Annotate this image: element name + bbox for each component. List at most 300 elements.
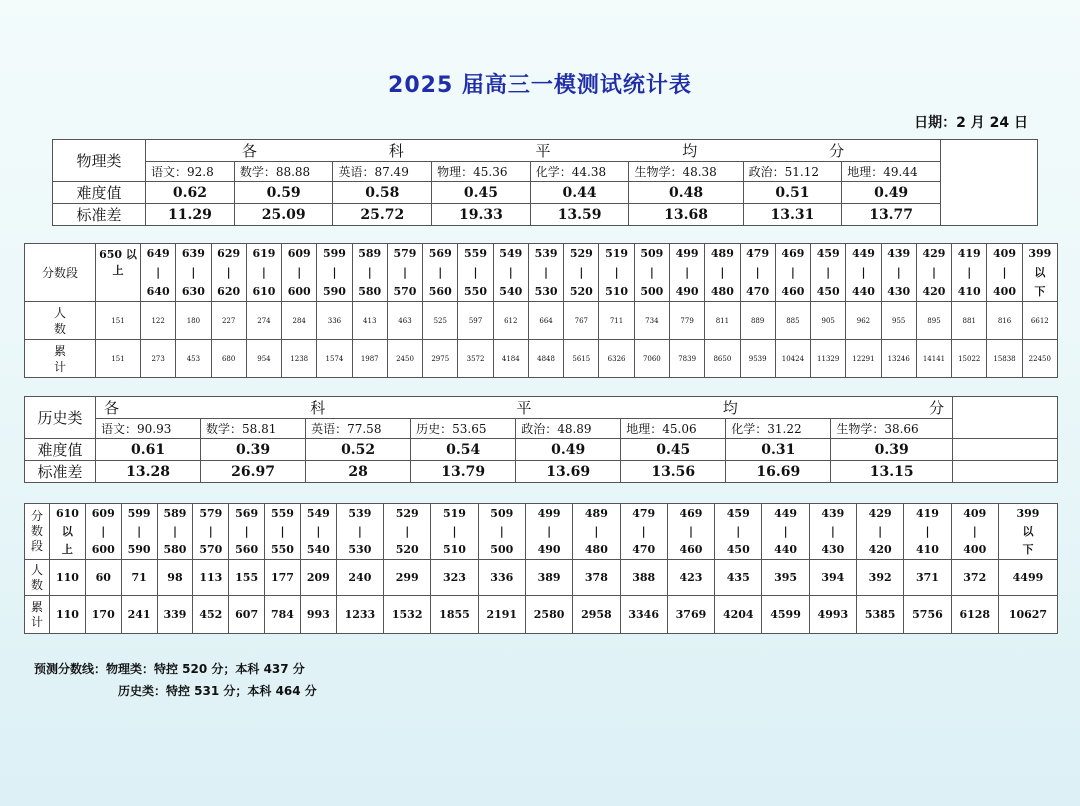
- band-label: 分数段: [25, 244, 96, 302]
- band-separator: |: [755, 266, 760, 279]
- header-char: 各: [104, 399, 120, 417]
- cumulative-cell: 453: [176, 340, 211, 378]
- count-cell: 811: [705, 302, 740, 340]
- count-cell: 525: [423, 302, 458, 340]
- band-part: 以: [61, 524, 73, 538]
- band-header: [246, 244, 281, 302]
- difficulty-value: 0.49: [842, 182, 941, 204]
- band-separator: |: [790, 266, 795, 279]
- band-lower: 440: [774, 542, 798, 556]
- cumulative-cell: 2975: [423, 340, 458, 378]
- count-cell: 734: [634, 302, 669, 340]
- stddev-value: 13.69: [516, 461, 621, 483]
- subject-average: 数学：88.88: [234, 162, 333, 182]
- stddev-value: 13.59: [530, 204, 629, 226]
- band-header: [157, 504, 193, 560]
- band-separator: |: [830, 524, 835, 538]
- cumulative-cell: 5385: [857, 596, 904, 634]
- header-char: 平: [516, 399, 532, 417]
- band-lower: 630: [181, 285, 205, 298]
- band-lower: 490: [675, 285, 699, 298]
- cumulative-cell: 954: [246, 340, 281, 378]
- count-cell: 711: [599, 302, 634, 340]
- cumulative-cell: 4204: [715, 596, 762, 634]
- band-header: [811, 244, 846, 302]
- band-upper: 489: [710, 247, 734, 260]
- subject-average: 语文：90.93: [96, 419, 201, 439]
- band-lower: 540: [499, 285, 523, 298]
- subject-average: 化学：44.38: [530, 162, 629, 182]
- band-header: [50, 504, 86, 560]
- difficulty-value: 0.48: [629, 182, 743, 204]
- band-separator: |: [547, 524, 552, 538]
- stddev-value: 25.72: [333, 204, 432, 226]
- band-lower: 520: [569, 285, 593, 298]
- count-cell: 885: [775, 302, 810, 340]
- header-char: 科: [310, 399, 326, 417]
- label-part: 段: [30, 539, 43, 553]
- band-header: [998, 504, 1057, 560]
- band-header: [620, 504, 667, 560]
- band-header: [528, 244, 563, 302]
- band-lower: 460: [679, 542, 703, 556]
- band-separator: |: [405, 524, 410, 538]
- band-lower: 620: [217, 285, 241, 298]
- physics-avg-header: [146, 140, 941, 162]
- band-upper: 459: [816, 247, 840, 260]
- band-lower: 430: [887, 285, 911, 298]
- count-cell: 336: [478, 560, 525, 596]
- band-header: [141, 244, 176, 302]
- physics-category-label: 物理类: [53, 140, 146, 182]
- empty-cell: [953, 397, 1058, 439]
- band-upper: 519: [443, 506, 466, 520]
- band-lower: 600: [91, 542, 115, 556]
- cumulative-cell: 680: [211, 340, 246, 378]
- band-lower: 500: [640, 285, 664, 298]
- band-part: 399: [1016, 506, 1040, 520]
- header-char: 科: [388, 142, 404, 160]
- difficulty-value: 0.44: [530, 182, 629, 204]
- cumulative-cell: 4993: [809, 596, 856, 634]
- band-upper: 479: [746, 247, 770, 260]
- band-upper: 529: [395, 506, 419, 520]
- difficulty-value: 0.39: [201, 439, 306, 461]
- band-separator: |: [649, 266, 654, 279]
- band-separator: |: [1002, 266, 1007, 279]
- difficulty-value: 0.31: [726, 439, 831, 461]
- difficulty-value: 0.39: [831, 439, 953, 461]
- band-separator: |: [280, 524, 285, 538]
- band-upper: 649: [146, 247, 170, 260]
- subject-average: 生物学：48.38: [629, 162, 743, 182]
- cutoff-note-physics: 预测分数线：物理类：特控 520 分；本科 437 分: [34, 662, 305, 676]
- cumulative-cell: 1855: [431, 596, 478, 634]
- band-header: [904, 504, 951, 560]
- cumulative-cell: 6128: [951, 596, 998, 634]
- band-header: [121, 504, 157, 560]
- count-cell: 151: [96, 302, 141, 340]
- band-lower: 420: [922, 285, 946, 298]
- cumulative-cell: 14141: [916, 340, 951, 378]
- band-lower: 430: [821, 542, 845, 556]
- band-separator: |: [332, 266, 337, 279]
- band-header: [634, 244, 669, 302]
- band-separator: |: [208, 524, 213, 538]
- band-upper: 569: [235, 506, 259, 520]
- cumulative-cell: 993: [300, 596, 336, 634]
- band-lower: 530: [348, 542, 372, 556]
- band-header: [229, 504, 265, 560]
- band-header: [669, 244, 704, 302]
- cumulative-cell: 15838: [987, 340, 1022, 378]
- label-part: 数: [30, 524, 43, 538]
- cumulative-cell: 4599: [762, 596, 809, 634]
- cumulative-cell: 13246: [881, 340, 916, 378]
- cumulative-cell: 2191: [478, 596, 525, 634]
- band-lower: 580: [163, 542, 187, 556]
- band-separator: |: [101, 524, 106, 538]
- difficulty-value: 0.52: [306, 439, 411, 461]
- stddev-value: 13.56: [621, 461, 726, 483]
- header-char: 均: [722, 399, 738, 417]
- cumulative-cell: 452: [193, 596, 229, 634]
- count-label: 人 数: [25, 302, 96, 340]
- band-separator: |: [473, 266, 478, 279]
- band-lower: 530: [534, 285, 558, 298]
- band-lower: 510: [605, 285, 629, 298]
- band-lower: 400: [993, 285, 1016, 298]
- difficulty-value: 0.45: [432, 182, 531, 204]
- count-cell: 274: [246, 302, 281, 340]
- band-upper: 519: [605, 247, 629, 260]
- band-separator: |: [499, 524, 504, 538]
- band-header: [1022, 244, 1057, 302]
- band-header: [458, 244, 493, 302]
- band-header: [809, 504, 856, 560]
- band-upper: 579: [199, 506, 223, 520]
- band-upper: 439: [887, 247, 911, 260]
- band-separator: |: [261, 266, 266, 279]
- band-lower: 600: [287, 285, 311, 298]
- band-upper: 639: [181, 247, 205, 260]
- band-separator: |: [688, 524, 693, 538]
- count-cell: 881: [952, 302, 987, 340]
- stddev-value: 13.31: [743, 204, 842, 226]
- count-cell: 378: [573, 560, 620, 596]
- count-cell: 413: [352, 302, 387, 340]
- band-separator: |: [156, 266, 161, 279]
- band-separator: |: [720, 266, 725, 279]
- cumulative-cell: 339: [157, 596, 193, 634]
- count-cell: 463: [387, 302, 422, 340]
- band-lower: 480: [710, 285, 734, 298]
- band-header: [846, 244, 881, 302]
- count-cell: 388: [620, 560, 667, 596]
- band-upper: 609: [91, 506, 115, 520]
- empty-cell: [941, 140, 1038, 226]
- band-separator: |: [508, 266, 513, 279]
- subject-average: 政治：51.12: [743, 162, 842, 182]
- count-label: [25, 560, 50, 596]
- band-header: [881, 244, 916, 302]
- band-upper: 539: [348, 506, 372, 520]
- band-upper: 559: [271, 506, 294, 520]
- cumulative-cell: 1532: [384, 596, 431, 634]
- band-lower: 490: [537, 542, 561, 556]
- band-upper: 629: [217, 247, 241, 260]
- band-separator: |: [931, 266, 936, 279]
- count-cell: 122: [141, 302, 176, 340]
- band-upper: 419: [957, 247, 981, 260]
- band-separator: |: [826, 266, 831, 279]
- band-header: [667, 504, 714, 560]
- header-char: 各: [241, 142, 257, 160]
- band-lower: 460: [781, 285, 805, 298]
- physics-summary-table: [52, 139, 1038, 226]
- header-char: 平: [535, 142, 551, 160]
- stddev-value: 13.77: [842, 204, 941, 226]
- band-header: [265, 504, 301, 560]
- count-cell: 6612: [1022, 302, 1057, 340]
- band-lower: 470: [746, 285, 770, 298]
- stddev-label: 标准差: [25, 461, 96, 483]
- band-header: [599, 244, 634, 302]
- band-separator: |: [925, 524, 930, 538]
- count-cell: 962: [846, 302, 881, 340]
- cumulative-cell: 12291: [846, 340, 881, 378]
- band-lower: 590: [322, 285, 346, 298]
- band-lower: 590: [127, 542, 151, 556]
- band-header: [423, 244, 458, 302]
- subject-average: 英语：87.49: [333, 162, 432, 182]
- band-upper: 409: [993, 247, 1016, 260]
- count-cell: 767: [564, 302, 599, 340]
- band-upper: 549: [499, 247, 523, 260]
- count-cell: 71: [121, 560, 157, 596]
- cumulative-cell: 10424: [775, 340, 810, 378]
- cumulative-cell: 5615: [564, 340, 599, 378]
- band-upper: 549: [306, 506, 330, 520]
- band-upper: 599: [322, 247, 346, 260]
- page-title: 2025 届高三一模测试统计表: [388, 73, 692, 98]
- header-char: 均: [682, 142, 698, 160]
- cumulative-cell: 273: [141, 340, 176, 378]
- count-cell: 612: [493, 302, 528, 340]
- band-lower: 470: [632, 542, 656, 556]
- difficulty-value: 0.54: [411, 439, 516, 461]
- cumulative-cell: 9539: [740, 340, 775, 378]
- band-upper: 439: [821, 506, 845, 520]
- cumulative-cell: 170: [85, 596, 121, 634]
- cumulative-cell: 2958: [573, 596, 620, 634]
- band-separator: |: [861, 266, 866, 279]
- count-cell: 779: [669, 302, 704, 340]
- count-cell: 227: [211, 302, 246, 340]
- band-header: [431, 504, 478, 560]
- band-upper: 469: [781, 247, 805, 260]
- band-header: [193, 504, 229, 560]
- band-lower: 410: [957, 285, 981, 298]
- difficulty-value: 0.59: [234, 182, 333, 204]
- band-upper: 429: [868, 506, 892, 520]
- band-header: [352, 244, 387, 302]
- stddev-value: 13.79: [411, 461, 516, 483]
- band-separator: |: [357, 524, 362, 538]
- band-lower: 570: [393, 285, 417, 298]
- count-cell: 889: [740, 302, 775, 340]
- band-upper: 449: [774, 506, 798, 520]
- history-summary-table: [24, 396, 1058, 483]
- band-lower: 480: [584, 542, 608, 556]
- header-char: 分: [928, 399, 944, 417]
- stddev-value: 16.69: [726, 461, 831, 483]
- difficulty-label: 难度值: [53, 182, 146, 204]
- band-part: 上: [61, 542, 73, 556]
- count-cell: 155: [229, 560, 265, 596]
- band-lower: 520: [395, 542, 419, 556]
- cumulative-cell: 7060: [634, 340, 669, 378]
- band-upper: 499: [675, 247, 699, 260]
- band-separator: |: [316, 524, 321, 538]
- band-separator: |: [967, 266, 972, 279]
- band-separator: |: [878, 524, 883, 538]
- band-lower: 550: [464, 285, 487, 298]
- band-header: [176, 244, 211, 302]
- cumulative-cell: 6326: [599, 340, 634, 378]
- count-cell: 336: [317, 302, 352, 340]
- stddev-value: 25.09: [234, 204, 333, 226]
- difficulty-value: 0.61: [96, 439, 201, 461]
- subject-average: 英语：77.58: [306, 419, 411, 439]
- count-cell: 113: [193, 560, 229, 596]
- count-cell: 98: [157, 560, 193, 596]
- cumulative-cell: 784: [265, 596, 301, 634]
- band-separator: |: [226, 266, 231, 279]
- band-lower: 580: [358, 285, 382, 298]
- cumulative-cell: 110: [50, 596, 86, 634]
- count-cell: 180: [176, 302, 211, 340]
- band-part: 610: [55, 506, 79, 520]
- band-upper: 449: [851, 247, 875, 260]
- band-separator: |: [972, 524, 977, 538]
- stddev-value: 13.15: [831, 461, 953, 483]
- cumulative-cell: 3346: [620, 596, 667, 634]
- band-lower: 540: [306, 542, 330, 556]
- history-distribution-table: [24, 503, 1058, 634]
- cumulative-cell: 1987: [352, 340, 387, 378]
- count-cell: 177: [265, 560, 301, 596]
- band-header: [564, 244, 599, 302]
- cumulative-cell: 22450: [1022, 340, 1057, 378]
- band-separator: |: [685, 266, 690, 279]
- cumulative-cell: 7839: [669, 340, 704, 378]
- label-part: 人: [30, 562, 43, 577]
- label-part: 计: [30, 614, 43, 629]
- subject-average: 化学：31.22: [726, 419, 831, 439]
- count-cell: 4499: [998, 560, 1057, 596]
- band-header: [951, 504, 998, 560]
- difficulty-value: 0.49: [516, 439, 621, 461]
- band-separator: |: [579, 266, 584, 279]
- count-cell: 323: [431, 560, 478, 596]
- band-part: 399: [1028, 247, 1052, 260]
- band-separator: |: [594, 524, 599, 538]
- band-lower: 500: [490, 542, 514, 556]
- band-upper: 509: [640, 247, 664, 260]
- band-lower: 560: [235, 542, 259, 556]
- band-header: [317, 244, 352, 302]
- band-upper: 589: [358, 247, 382, 260]
- count-cell: 60: [85, 560, 121, 596]
- band-header: [916, 244, 951, 302]
- band-lower: 560: [428, 285, 452, 298]
- band-lower: 610: [252, 285, 276, 298]
- band-lower: 440: [851, 285, 875, 298]
- band-header: [300, 504, 336, 560]
- difficulty-value: 0.58: [333, 182, 432, 204]
- count-cell: 905: [811, 302, 846, 340]
- count-cell: 372: [951, 560, 998, 596]
- cumulative-cell: 2450: [387, 340, 422, 378]
- band-header: 650 以 上: [96, 244, 141, 302]
- band-upper: 499: [537, 506, 561, 520]
- band-separator: |: [544, 266, 549, 279]
- band-upper: 429: [922, 247, 946, 260]
- band-upper: 569: [428, 247, 452, 260]
- cutoff-note-history: 历史类：特控 531 分；本科 464 分: [118, 684, 317, 698]
- stddev-value: 26.97: [201, 461, 306, 483]
- cumulative-cell: 10627: [998, 596, 1057, 634]
- cumulative-cell: 151: [96, 340, 141, 378]
- cumulative-cell: 3572: [458, 340, 493, 378]
- band-header: [715, 504, 762, 560]
- band-header: [282, 244, 317, 302]
- band-header: [740, 244, 775, 302]
- band-lower: 510: [443, 542, 466, 556]
- stddev-value: 28: [306, 461, 411, 483]
- band-part: 以: [1034, 266, 1046, 279]
- subject-average: 政治：48.89: [516, 419, 621, 439]
- count-cell: 209: [300, 560, 336, 596]
- band-separator: |: [172, 524, 177, 538]
- band-upper: 479: [632, 506, 656, 520]
- subject-average: 生物学：38.66: [831, 419, 953, 439]
- stddev-label: 标准差: [53, 204, 146, 226]
- band-upper: 539: [534, 247, 558, 260]
- band-separator: |: [452, 524, 457, 538]
- band-header: [336, 504, 383, 560]
- band-upper: 409: [963, 506, 987, 520]
- subject-average: 地理：49.44: [842, 162, 941, 182]
- band-upper: 599: [127, 506, 151, 520]
- band-upper: 619: [252, 247, 276, 260]
- band-upper: 579: [393, 247, 417, 260]
- band-upper: 469: [679, 506, 703, 520]
- subject-average: 数学：58.81: [201, 419, 306, 439]
- history-category-label: 历史类: [25, 397, 96, 439]
- band-header: [387, 244, 422, 302]
- band-part: 以: [1022, 524, 1034, 538]
- count-cell: 110: [50, 560, 86, 596]
- label-part: 分: [30, 509, 43, 523]
- band-separator: |: [367, 266, 372, 279]
- subject-average: 历史：53.65: [411, 419, 516, 439]
- band-header: [525, 504, 572, 560]
- cumulative-cell: 1238: [282, 340, 317, 378]
- stddev-value: 19.33: [432, 204, 531, 226]
- band-header: [857, 504, 904, 560]
